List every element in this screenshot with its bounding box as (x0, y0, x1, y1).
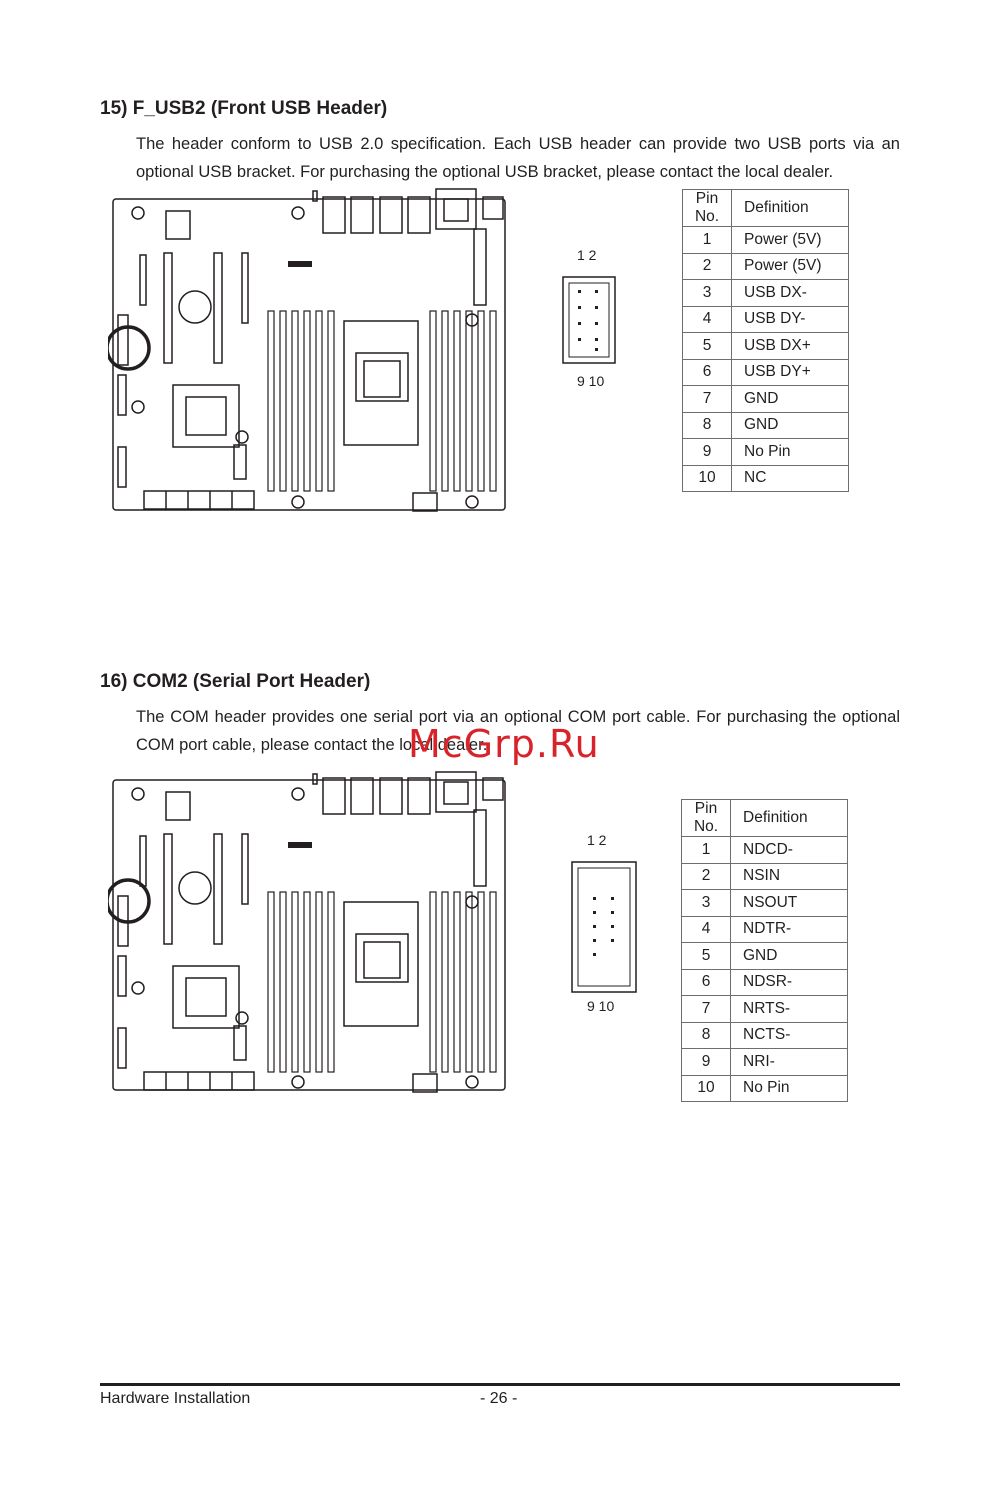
table-row (682, 996, 848, 1023)
motherboard-diagram-usb (108, 185, 508, 515)
pin-number-cell: 5 (682, 943, 731, 970)
table-row (683, 465, 849, 492)
usb-pin-label-bottom: 9 10 (577, 373, 605, 389)
pin-number-cell: 6 (683, 359, 732, 386)
table-row (682, 837, 848, 864)
pin-definition-cell: No Pin (732, 439, 849, 466)
com-pin-label-top: 1 2 (587, 832, 607, 848)
pin-number-cell: 8 (682, 1022, 731, 1049)
section-15-heading: 15) F_USB2 (Front USB Header) (100, 98, 388, 119)
table-row (682, 863, 848, 890)
pin-definition-cell: Definition (732, 190, 849, 227)
com-header-pinout-icon (571, 861, 637, 993)
table-row (683, 412, 849, 439)
pin-definition-cell: NSOUT (731, 890, 848, 917)
table-row (682, 1022, 848, 1049)
page-number: - 26 - (480, 1390, 518, 1407)
pin-definition-cell: Power (5V) (732, 227, 849, 254)
pin-table-header-row (682, 800, 848, 837)
pin-definition-cell: NC (732, 465, 849, 492)
pin-number-cell: 10 (683, 465, 732, 492)
pin-definition-cell: NDTR- (731, 916, 848, 943)
pin-number-cell: 10 (682, 1075, 731, 1102)
pin-number-cell: 3 (682, 890, 731, 917)
table-row (682, 890, 848, 917)
pin-definition-cell: USB DY+ (732, 359, 849, 386)
pin-number-cell: Pin No. (682, 800, 731, 837)
table-row (683, 359, 849, 386)
table-row (683, 439, 849, 466)
pin-table-header-row (683, 190, 849, 227)
pin-number-cell: 2 (683, 253, 732, 280)
pin-definition-cell: NRI- (731, 1049, 848, 1076)
table-row (682, 1075, 848, 1102)
pin-number-cell: 2 (682, 863, 731, 890)
table-row (683, 333, 849, 360)
com-pin-table (681, 799, 848, 1102)
pin-definition-cell: NCTS- (731, 1022, 848, 1049)
pin-number-cell: 5 (683, 333, 732, 360)
pin-definition-cell: USB DX- (732, 280, 849, 307)
footer-section-title: Hardware Installation (100, 1390, 251, 1407)
pin-definition-cell: USB DX+ (732, 333, 849, 360)
usb-pin-label-top: 1 2 (577, 247, 597, 263)
pin-number-cell: 9 (683, 439, 732, 466)
section-15-line1: The header conform to USB 2.0 specification. Each USB header can provide two USB ports via an (136, 135, 900, 153)
pin-number-cell: Pin No. (683, 190, 732, 227)
motherboard-diagram-com (108, 770, 508, 1100)
pin-definition-cell: NRTS- (731, 996, 848, 1023)
section-15-description (136, 130, 900, 186)
pin-definition-cell: USB DY- (732, 306, 849, 333)
pin-definition-cell: Power (5V) (732, 253, 849, 280)
table-row (682, 969, 848, 996)
table-row (683, 386, 849, 413)
pin-definition-cell: GND (731, 943, 848, 970)
table-row (682, 1049, 848, 1076)
pin-number-cell: 4 (682, 916, 731, 943)
usb-pin-table (682, 189, 849, 492)
pin-definition-cell: GND (732, 412, 849, 439)
pin-number-cell: 7 (683, 386, 732, 413)
pin-number-cell: 3 (683, 280, 732, 307)
usb-header-pinout-icon (562, 276, 616, 364)
pin-number-cell: 1 (683, 227, 732, 254)
pin-definition-cell: No Pin (731, 1075, 848, 1102)
table-row (682, 916, 848, 943)
pin-number-cell: 4 (683, 306, 732, 333)
footer-rule (100, 1383, 900, 1386)
section-16-line2: COM port cable, please contact the local dealer. (136, 736, 488, 754)
pin-definition-cell: Definition (731, 800, 848, 837)
pin-definition-cell: GND (732, 386, 849, 413)
pin-number-cell: 8 (683, 412, 732, 439)
table-row (683, 253, 849, 280)
table-row (683, 227, 849, 254)
pin-number-cell: 1 (682, 837, 731, 864)
section-16-line1: The COM header provides one serial port via an optional COM port cable. For purchasing the optional (136, 708, 900, 726)
pin-definition-cell: NSIN (731, 863, 848, 890)
com-pin-label-bottom: 9 10 (587, 998, 615, 1014)
pin-number-cell: 6 (682, 969, 731, 996)
table-row (683, 306, 849, 333)
section-16-heading: 16) COM2 (Serial Port Header) (100, 671, 371, 692)
pin-definition-cell: NDSR- (731, 969, 848, 996)
section-15-line2: optional USB bracket. For purchasing the optional USB bracket, please contact the local dealer. (136, 163, 834, 181)
watermark: McGrp.Ru (408, 722, 600, 766)
table-row (682, 943, 848, 970)
table-row (683, 280, 849, 307)
pin-definition-cell: NDCD- (731, 837, 848, 864)
pin-number-cell: 7 (682, 996, 731, 1023)
pin-number-cell: 9 (682, 1049, 731, 1076)
